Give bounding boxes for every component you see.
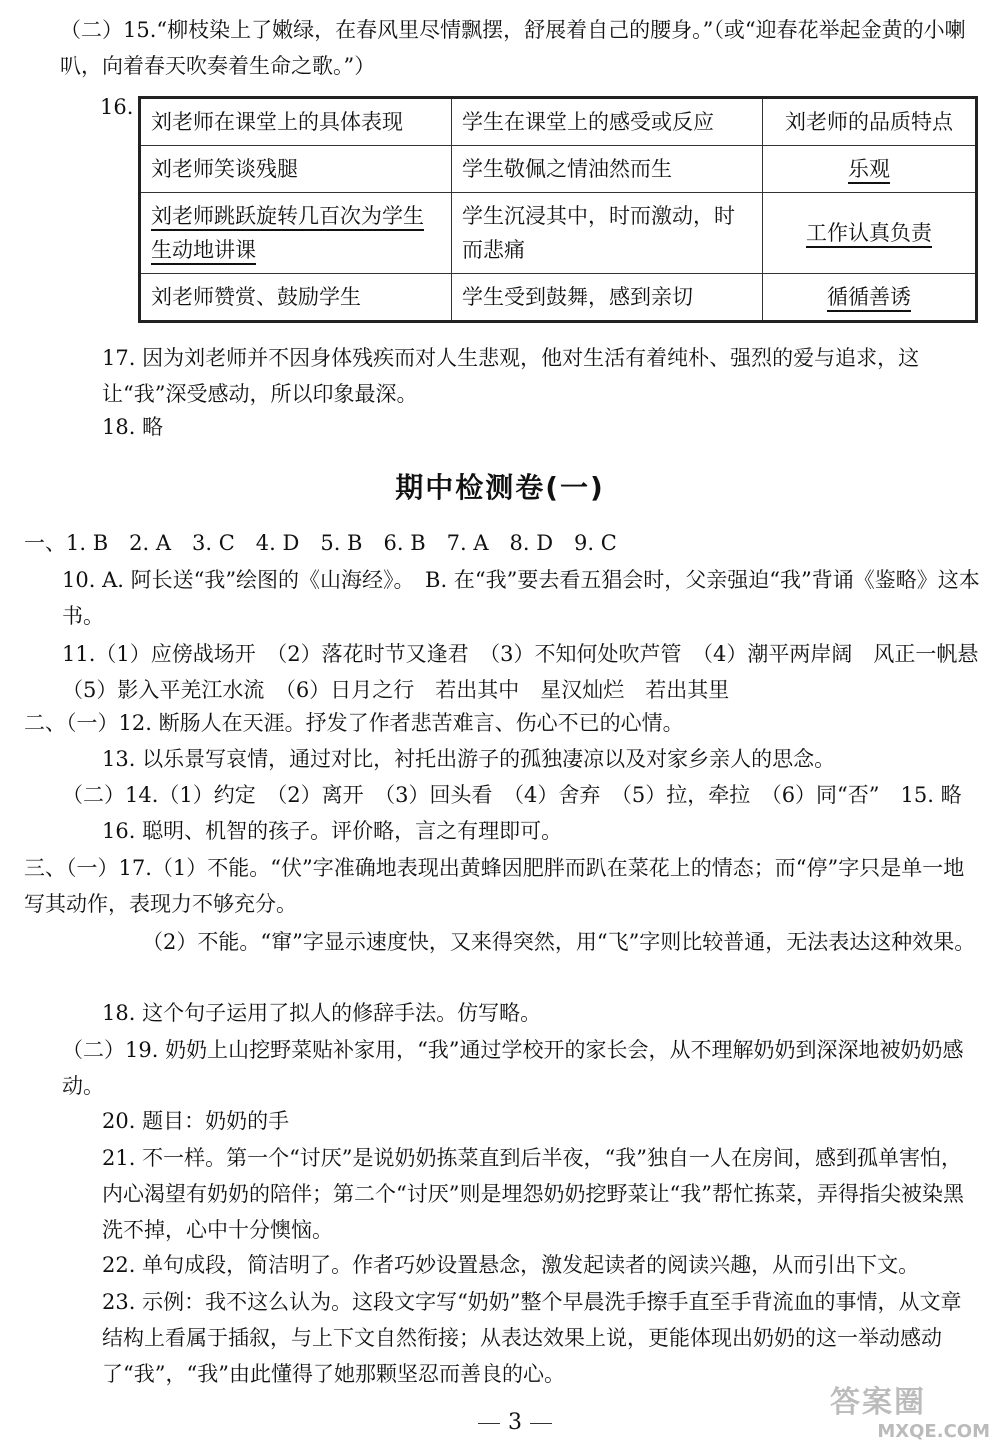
table-cell: 学生受到鼓舞，感到亲切 — [452, 274, 763, 322]
table-cell — [763, 146, 977, 193]
q15-answer — [60, 12, 980, 84]
q17a-answer: 三、（一）17.（1）不能。“伏”字准确地表现出黄蜂因肥胖而趴在菜花上的情态；而“停”字只是单一地写其动作，表现力不够充分。 — [24, 856, 965, 916]
table-cell: 刘老师笑谈残腿 — [140, 146, 452, 193]
answer-underlined: 刘老师跳跃旋转几百次为学生生动地讲课 — [151, 204, 424, 262]
q15-text: “柳枝染上了嫩绿，在春风里尽情飘摆，舒展着自己的腰身。”（或“迎春花举起金黄的小喇叭，向着春天吹奏着生命之歌。”） — [60, 18, 966, 78]
watermark-logo — [830, 1385, 990, 1449]
q18b-answer: 18. 这个句子运用了拟人的修辞手法。仿写略。 — [102, 1001, 542, 1025]
q17-answer: 17. 因为刘老师并不因身体残疾而对人生悲观，他对生活有着纯朴、强烈的爱与追求，这让“我”深受感动，所以印象最深。 — [102, 346, 920, 406]
q15-label: （二）15. — [60, 18, 157, 42]
watermark-text: 答案圈 — [830, 1385, 926, 1420]
q16-label: 16. — [100, 95, 134, 119]
table-header-cell: 学生在课堂上的感受或反应 — [452, 98, 763, 146]
table-cell: 学生沉浸其中，时而激动，时而悲痛 — [452, 193, 763, 274]
q10-answer: 10. A. 阿长送“我”绘图的《山海经》。 B. 在“我”要去看五猖会时，父亲强迫“我”背诵《鉴略》这本书。 — [62, 568, 980, 628]
table-row — [140, 193, 977, 274]
answer-underlined: 循循善诱 — [827, 285, 911, 309]
table-header-cell: 刘老师在课堂上的具体表现 — [140, 98, 452, 146]
table-row — [140, 274, 977, 322]
answer-underlined: 乐观 — [848, 157, 890, 181]
page-number — [470, 1410, 560, 1435]
q13-answer: 13. 以乐景写哀情，通过对比，衬托出游子的孤独凄凉以及对家乡亲人的思念。 — [102, 747, 836, 771]
table-cell: 学生敬佩之情油然而生 — [452, 146, 763, 193]
choice-answers: 一、1. B 2. A 3. C 4. D 5. B 6. B 7. A 8. D 9. C — [24, 531, 617, 555]
q12-answer: 二、（一）12. 断肠人在天涯。抒发了作者悲苦难言、伤心不已的心情。 — [24, 711, 684, 735]
q21-answer: 21. 不一样。第一个“讨厌”是说奶奶拣菜直到后半夜，“我”独自一人在房间，感到孤单害怕，内心渴望有奶奶的陪伴；第二个“讨厌”则是埋怨奶奶挖野菜让“我”帮忙拣菜，弄得指尖被染黑洗不掉，心中十分懊恼。 — [102, 1146, 964, 1242]
table-header-row — [140, 98, 977, 146]
table-cell — [763, 193, 977, 274]
q16-table — [138, 96, 978, 323]
page-number-value: 3 — [508, 1410, 522, 1435]
answer-underlined: 工作认真负责 — [806, 221, 932, 245]
table-cell — [140, 193, 452, 274]
q18-answer: 18. 略 — [102, 415, 164, 439]
q19-answer: （二）19. 奶奶上山挖野菜贴补家用，“我”通过学校开的家长会，从不理解奶奶到深深地被奶奶感动。 — [62, 1038, 964, 1098]
q20-answer: 20. 题目：奶奶的手 — [102, 1109, 290, 1133]
watermark-url: MXQE.COM — [877, 1421, 990, 1442]
table-cell — [763, 274, 977, 322]
page-title: 期中检测卷(一) — [395, 471, 605, 504]
q17b-answer: （2）不能。“窜”字显示速度快，又来得突然，用“飞”字则比较普通，无法表达这种效果。 — [142, 930, 976, 954]
q23-answer: 23. 示例：我不这么认为。这段文字写“奶奶”整个早晨洗手擦手直至手背流血的事情，从文章结构上看属于插叙，与上下文自然衔接；从表达效果上说，更能体现出奶奶的这一举动感动了“我”，“我”由此懂得了她那颗坚忍而善良的心。 — [102, 1290, 962, 1386]
q16b-answer: 16. 聪明、机智的孩子。评价略，言之有理即可。 — [102, 819, 563, 843]
q11-answer: 11.（1）应傍战场开 （2）落花时节又逢君 （3）不知何处吹芦管 （4）潮平两岸阔 风正一帆悬 （5）影入平羌江水流 （6）日月之行 若出其中 星汉灿烂 若出其里 — [62, 642, 1000, 702]
table-row — [140, 146, 977, 193]
table-cell: 刘老师赞赏、鼓励学生 — [140, 274, 452, 322]
table-header-cell: 刘老师的品质特点 — [763, 98, 977, 146]
q14-answer: （二）14.（1）约定 （2）离开 （3）回头看 （4）舍弃 （5）拉，牵拉 （6）同“否” 15. 略 — [62, 783, 962, 807]
q22-answer: 22. 单句成段，简洁明了。作者巧妙设置悬念，激发起读者的阅读兴趣，从而引出下文。 — [102, 1253, 920, 1277]
